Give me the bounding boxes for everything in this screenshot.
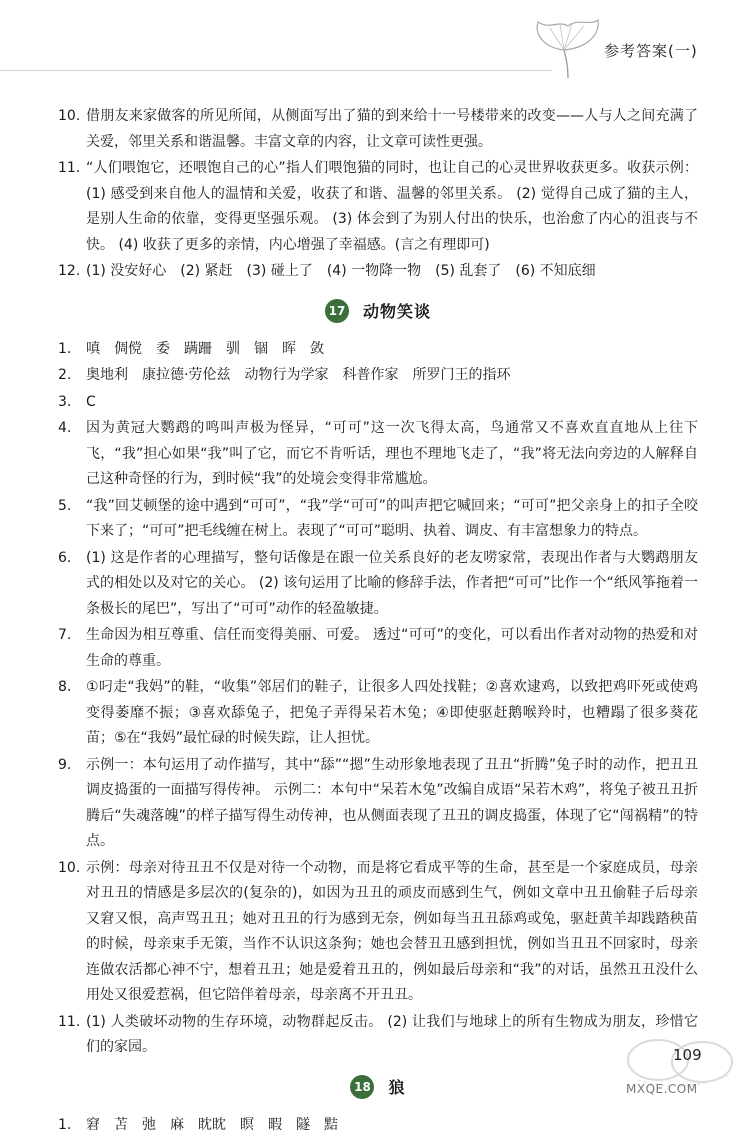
answer-item (58, 259, 698, 285)
answer-text: (1) 人类破坏动物的生存环境，动物群起反击。 (2) 让我们与地球上的所有生物成为朋友，珍惜它们的家园。 (86, 1010, 698, 1061)
answer-text: C (86, 390, 698, 416)
answer-item (58, 546, 698, 623)
answer-item (58, 156, 698, 258)
answer-text: 示例：母亲对待丑丑不仅是对待一个动物，而是将它看成平等的生命，甚至是一个家庭成员，母亲对丑丑的情感是多层次的(复杂的)，如因为丑丑的顽皮而感到生气，例如文章中丑丑偷鞋子后母亲又窘又恨，高声骂丑丑；她对丑丑的行为感到无奈，例如每当丑丑舔鸡或兔，驱赶黄羊却践踏秧苗的时候，母亲束手无策，当作不认识这条狗；她也会替丑丑感到担忧，例如当丑丑不回家时，母亲连做农活都心神不宁，想着丑丑；她是爱着丑丑的，例如最后母亲和“我”的对话，虽然丑丑没什么用处又很爱惹祸，但它陪伴着母亲，母亲离不开丑丑。 (86, 856, 698, 1009)
answer-number: 11. (58, 156, 84, 258)
answer-item (58, 1010, 698, 1061)
section-number-badge: 17 (325, 299, 349, 323)
answer-item (58, 416, 698, 493)
answer-number: 11. (58, 1010, 84, 1061)
answer-number: 10. (58, 856, 84, 1009)
answer-text: 生命因为相互尊重、信任而变得美丽、可爱。 透过“可可”的变化，可以看出作者对动物的热爱和对生命的尊重。 (86, 623, 698, 674)
answer-content (58, 104, 698, 1138)
section-name: 动物笑谈 (363, 299, 431, 322)
answer-item (58, 337, 698, 363)
answer-number: 2. (58, 363, 84, 389)
answer-text: “人们喂饱它，还喂饱自己的心”指人们喂饱猫的同时，也让自己的心灵世界收获更多。收获示例：(1) 感受到来自他人的温情和关爱，收获了和谐、温馨的邻里关系。 (2) 觉得自己成了猫的主人，是别人生命的依靠，变得更坚强乐观。 (3) 体会到了为别人付出的快乐，也治愈了内心的沮丧与不快。 (4) 收获了更多的亲情，内心增强了幸福感。(言之有理即可) (86, 156, 698, 258)
answer-text: 窘 苫 弛 麻 眈眈 瞑 暇 隧 黠 (86, 1113, 698, 1138)
answer-number: 1. (58, 1113, 84, 1138)
header-title: 参考答案(一) (604, 40, 698, 61)
answer-number: 6. (58, 546, 84, 623)
answer-item (58, 856, 698, 1009)
answer-number: 8. (58, 675, 84, 752)
section-title (58, 1074, 698, 1100)
answer-text: 奥地利 康拉德·劳伦兹 动物行为学家 科普作家 所罗门王的指环 (86, 363, 698, 389)
answer-number: 12. (58, 259, 84, 285)
answer-number: 4. (58, 416, 84, 493)
answer-text: (1) 这是作者的心理描写，整句话像是在跟一位关系良好的老友唠家常，表现出作者与大鹦鹉朋友式的相处以及对它的关心。 (2) 该句运用了比喻的修辞手法，作者把“可可”比作一个“纸风筝拖着一条极长的尾巴”，写出了“可可”动作的轻盈敏捷。 (86, 546, 698, 623)
answer-number: 7. (58, 623, 84, 674)
answer-item (58, 753, 698, 855)
answer-text: (1) 没安好心 (2) 紧赶 (3) 碰上了 (4) 一物降一物 (5) 乱套了 (6) 不知底细 (86, 259, 698, 285)
answer-item (58, 363, 698, 389)
page-header (0, 0, 750, 92)
section-title (58, 298, 698, 324)
answer-item (58, 1113, 698, 1138)
page-number: 109 (673, 1046, 702, 1064)
answer-item (58, 675, 698, 752)
answer-text: 示例一：本句运用了动作描写，其中“舔”“摁”生动形象地表现了丑丑“折腾”兔子时的动作，把丑丑调皮捣蛋的一面描写得传神。 示例二：本句中“呆若木兔”改编自成语“呆若木鸡”，将兔子被丑丑折腾后“失魂落魄”的样子描写得生动传神，也从侧面表现了丑丑的调皮捣蛋，体现了它“闯祸精”的特点。 (86, 753, 698, 855)
answer-text: 借朋友来家做客的所见所闻，从侧面写出了猫的到来给十一号楼带来的改变——人与人之间充满了关爱，邻里关系和谐温馨。丰富文章的内容，让文章可读性更强。 (86, 104, 698, 155)
answer-text: 嗔 倜傥 委 蹒跚 驯 锢 晖 敛 (86, 337, 698, 363)
section-number-badge: 18 (350, 1075, 374, 1099)
answer-text: “我”回艾顿堡的途中遇到“可可”，“我”学“可可”的叫声把它喊回来；“可可”把父亲身上的扣子全咬下来了；“可可”把毛线缠在树上。表现了“可可”聪明、执着、调皮、有丰富想象力的特点。 (86, 494, 698, 545)
watermark-text: MXQE.COM (626, 1082, 698, 1096)
header-rule (0, 70, 552, 71)
answer-number: 5. (58, 494, 84, 545)
answer-item (58, 494, 698, 545)
answer-text: ①叼走“我妈”的鞋，“收集”邻居们的鞋子，让很多人四处找鞋；②喜欢逮鸡，以致把鸡吓死或使鸡变得萎靡不振；③喜欢舔兔子，把兔子弄得呆若木兔；④即使驱赶鹅喉羚时，也糟蹋了很多葵花苗；⑤在“我妈”最忙碌的时候失踪，让人担忧。 (86, 675, 698, 752)
answer-item (58, 390, 698, 416)
answer-number: 10. (58, 104, 84, 155)
answer-number: 9. (58, 753, 84, 855)
answer-text: 因为黄冠大鹦鹉的鸣叫声极为怪异，“可可”这一次飞得太高，鸟通常又不喜欢直直地从上往下飞，“我”担心如果“我”叫了它，而它不肯听话，理也不理地飞走了，“我”将无法向旁边的人解释自己这种奇怪的行为，到时候“我”的处境会变得非常尴尬。 (86, 416, 698, 493)
section-name: 狼 (388, 1075, 405, 1098)
answer-number: 1. (58, 337, 84, 363)
answer-number: 3. (58, 390, 84, 416)
answer-item (58, 104, 698, 155)
answer-item (58, 623, 698, 674)
